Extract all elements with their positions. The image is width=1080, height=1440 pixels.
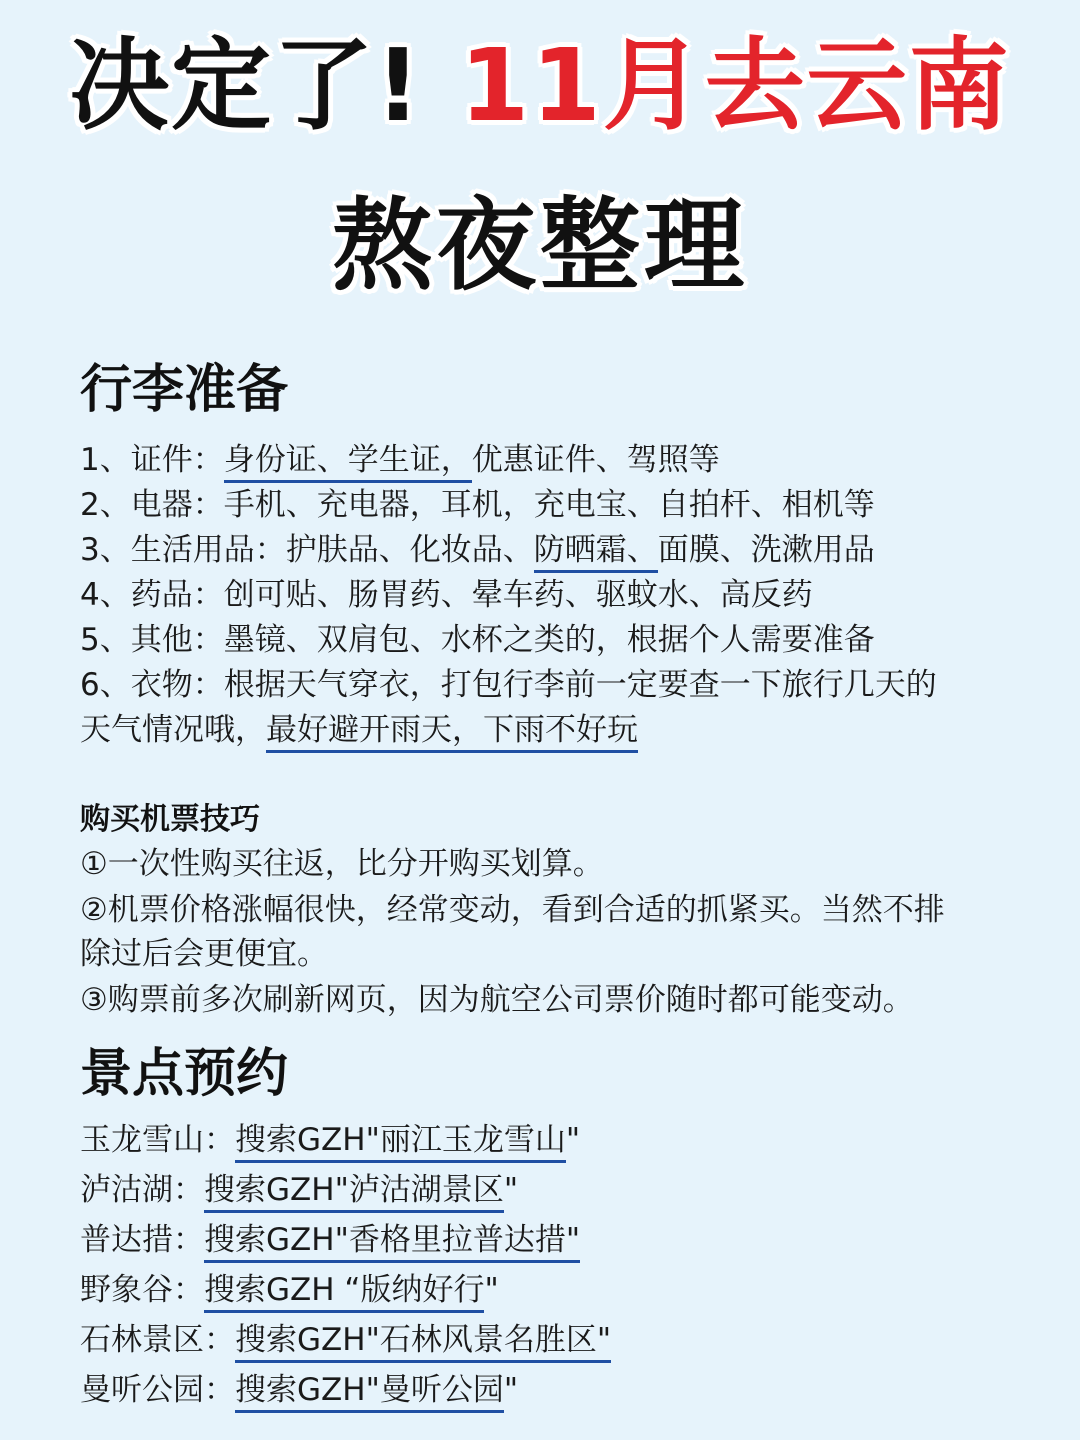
underlined-text: 防晒霜、 [534, 532, 658, 573]
search-hint: 搜索GZH “版纳好行 [204, 1272, 484, 1313]
underlined-text: 身份证、学生证， [224, 442, 472, 483]
luggage-heading: 行李准备 [80, 360, 289, 420]
scenic-item: 野象谷：搜索GZH “版纳好行" [80, 1268, 499, 1312]
search-hint: 搜索GZH"曼听公园 [235, 1372, 504, 1413]
flight-tip-2-cont: 除过后会更便宜。 [80, 936, 328, 972]
luggage-line-2: 2、电器：手机、充电器，耳机，充电宝、自拍杆、相机等 [80, 487, 875, 523]
scenic-item: 泸沽湖：搜索GZH"泸沽湖景区" [80, 1168, 518, 1212]
flight-tip-1: ①一次性购买往返，比分开购买划算。 [80, 846, 604, 882]
title-black-text: 决定了! [69, 27, 423, 144]
scenic-item: 曼听公园：搜索GZH"曼听公园" [80, 1368, 518, 1412]
luggage-line-6: 6、衣物：根据天气穿衣，打包行李前一定要查一下旅行几天的 [80, 667, 937, 703]
luggage-line-3: 3、生活用品：护肤品、化妆品、防晒霜、面膜、洗漱用品 [80, 528, 875, 572]
search-hint: 搜索GZH"泸沽湖景区 [204, 1172, 504, 1213]
search-hint: 搜索GZH"丽江玉龙雪山 [235, 1122, 566, 1163]
luggage-line-4: 4、药品：创可贴、肠胃药、晕车药、驱蚊水、高反药 [80, 577, 813, 613]
luggage-line-7: 天气情况哦，最好避开雨天，下雨不好玩 [80, 708, 638, 752]
underlined-text: 最好避开雨天，下雨不好玩 [266, 712, 638, 753]
scenic-item: 玉龙雪山：搜索GZH"丽江玉龙雪山" [80, 1118, 580, 1162]
flight-tip-3: ③购票前多次刷新网页，因为航空公司票价随时都可能变动。 [80, 982, 914, 1018]
title-line-2: 熬夜整理 [332, 187, 748, 304]
luggage-line-5: 5、其他：墨镜、双肩包、水杯之类的，根据个人需要准备 [80, 622, 875, 658]
scenic-item: 普达措：搜索GZH"香格里拉普达措" [80, 1218, 580, 1262]
title-line-1 [0, 26, 1080, 146]
search-hint: 搜索GZH"石林风景名胜区" [235, 1322, 611, 1363]
scenic-item: 石林景区：搜索GZH"石林风景名胜区" [80, 1318, 611, 1362]
scenic-heading: 景点预约 [80, 1044, 289, 1104]
title-red-text: 11月去云南 [459, 27, 1011, 144]
flight-tip-2: ②机票价格涨幅很快，经常变动，看到合适的抓紧买。当然不排 [80, 892, 945, 928]
search-hint: 搜索GZH"香格里拉普达措" [204, 1222, 580, 1263]
flights-heading: 购买机票技巧 [80, 802, 260, 837]
luggage-line-1: 1、证件：身份证、学生证，优惠证件、驾照等 [80, 438, 720, 482]
